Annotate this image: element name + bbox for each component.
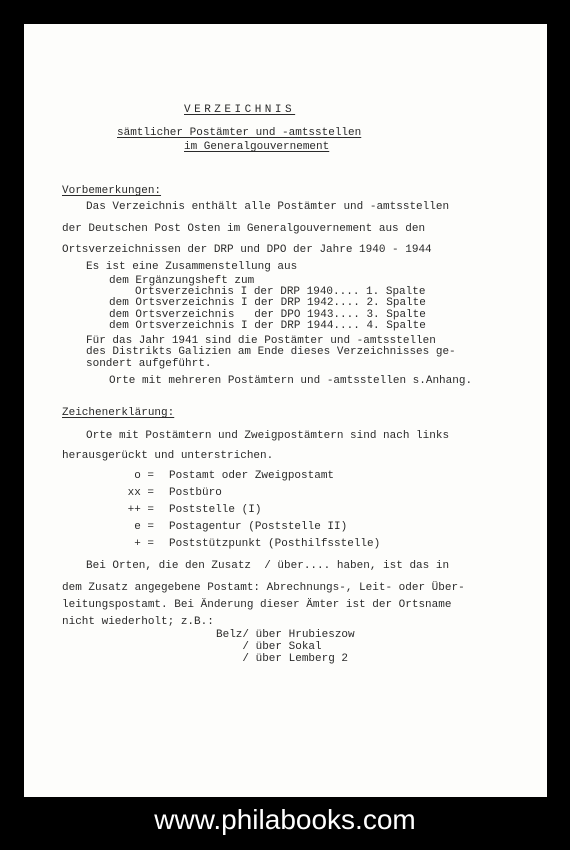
paragraph-line: nicht wiederholt; z.B.: [62,616,214,628]
list-item: dem Ortsverzeichnis I der DRP 1942.... 2. Spalte [109,297,426,309]
paragraph-line: sondert aufgeführt. [86,358,212,370]
legend-symbol: ++ = [127,504,154,516]
list-item: dem Ortsverzeichnis der DPO 1943.... 3. Spalte [109,309,426,321]
example-line: / über Lemberg 2 [216,653,349,665]
legend-text: Poststelle (I) [169,504,262,516]
legend-symbol: o = [134,470,154,482]
vorbemerkungen-heading: Vorbemerkungen: [62,185,162,197]
legend-symbol: + = [134,538,154,550]
paragraph-line: Das Verzeichnis enthält alle Postämter und -amtsstellen [86,201,450,213]
subtitle-line-1: sämtlicher Postämter und -amtsstellen [117,127,362,139]
footer-watermark: www.philabooks.com [154,804,416,835]
legend-symbol: xx = [127,487,154,499]
paragraph-line: Für das Jahr 1941 sind die Postämter und -amtsstellen [86,335,436,347]
paragraph-line: der Deutschen Post Osten im Generalgouvernement aus den [62,223,426,235]
zeichenerklaerung-heading: Zeichenerklärung: [62,407,175,419]
legend-text: Postbüro [169,487,222,499]
paragraph-line: Orte mit Postämtern und Zweigpostämtern sind nach links [86,430,450,442]
legend-text: Postagentur (Poststelle II) [169,521,348,533]
paragraph-line: Ortsverzeichnissen der DRP und DPO der Jahre 1940 - 1944 [62,244,432,256]
document-page [24,24,547,797]
example-line: / über Sokal [216,641,322,653]
legend-text: Poststützpunkt (Posthilfsstelle) [169,538,381,550]
paragraph-line: herausgerückt und unterstrichen. [62,450,274,462]
list-item: dem Ergänzungsheft zum [109,275,255,287]
document-title: VERZEICHNIS [184,104,296,116]
list-item: dem Ortsverzeichnis I der DRP 1944.... 4. Spalte [109,320,426,332]
paragraph-line: Orte mit mehreren Postämtern und -amtsstellen s.Anhang. [109,375,473,387]
paragraph-line: Bei Orten, die den Zusatz / über.... haben, ist das in [86,560,450,572]
subtitle-line-2: im Generalgouvernement [184,141,330,153]
example-line: Belz/ über Hrubieszow [216,629,355,641]
legend-symbol: e = [134,521,154,533]
paragraph-line: Es ist eine Zusammenstellung aus [86,261,298,273]
paragraph-line: des Distrikts Galizien am Ende dieses Verzeichnisses ge- [86,346,456,358]
legend-text: Postamt oder Zweigpostamt [169,470,335,482]
list-item: Ortsverzeichnis I der DRP 1940.... 1. Spalte [135,286,426,298]
paragraph-line: leitungspostamt. Bei Änderung dieser Ämter ist der Ortsname [62,599,452,611]
paragraph-line: dem Zusatz angegebene Postamt: Abrechnungs-, Leit- oder Über- [62,582,465,594]
